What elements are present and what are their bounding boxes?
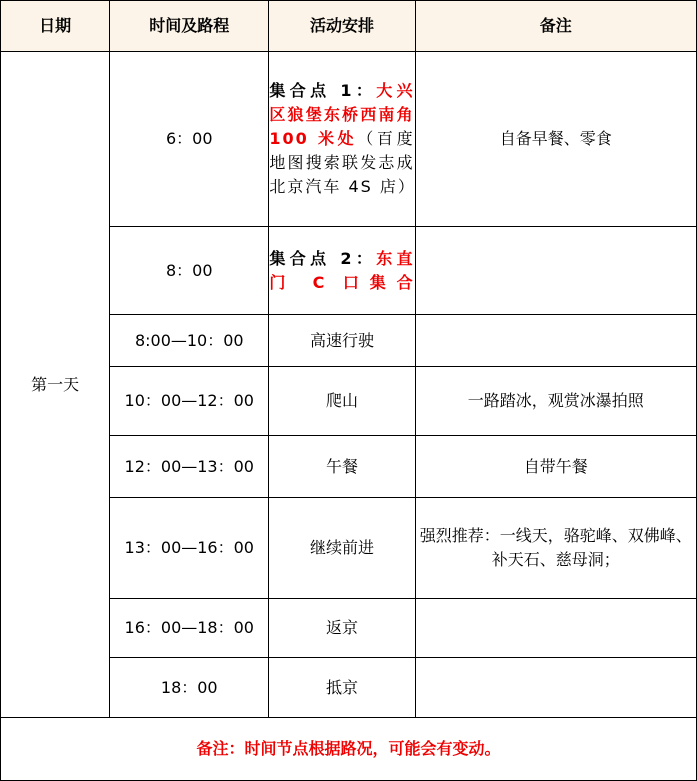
activity-cell	[269, 227, 415, 315]
footer-note: 备注：时间节点根据路况，可能会有变动。	[1, 718, 697, 781]
time-cell: 13：00—16：00	[110, 498, 269, 599]
header-date: 日期	[1, 1, 110, 52]
meeting-point-label: 集合点 2：	[269, 248, 377, 268]
activity-cell: 午餐	[269, 436, 415, 498]
meeting-point-label: 集合点 1：	[269, 81, 377, 100]
meeting-point-detail: （百度地图搜索联发志成北京汽车 4S 店）	[269, 129, 416, 196]
header-note: 备注	[415, 1, 696, 52]
time-cell: 8：00	[110, 227, 269, 315]
meeting-point-location: 大兴区狼堡东桥西南角 100 米处	[269, 81, 415, 148]
header-row	[1, 1, 697, 52]
note-cell: 自带午餐	[415, 436, 696, 498]
day-cell: 第一天	[1, 52, 110, 718]
meeting-point-location: 东直门 C 口集合	[269, 248, 415, 292]
footer-row	[1, 718, 697, 781]
note-cell	[415, 658, 696, 718]
activity-text	[269, 247, 414, 295]
note-cell: 强烈推荐：一线天，骆驼峰、双佛峰、补天石、慈母洞；	[415, 498, 696, 599]
activity-cell: 爬山	[269, 367, 415, 436]
note-cell	[415, 315, 696, 367]
time-cell: 16：00—18：00	[110, 599, 269, 658]
header-activity: 活动安排	[269, 1, 415, 52]
activity-text	[269, 79, 414, 199]
activity-cell	[269, 52, 415, 227]
header-time: 时间及路程	[110, 1, 269, 52]
time-cell: 12：00—13：00	[110, 436, 269, 498]
time-cell: 18：00	[110, 658, 269, 718]
activity-cell: 继续前进	[269, 498, 415, 599]
table-row	[1, 52, 697, 227]
activity-cell: 高速行驶	[269, 315, 415, 367]
note-cell: 自备早餐、零食	[415, 52, 696, 227]
activity-cell: 返京	[269, 599, 415, 658]
note-cell: 一路踏冰，观赏冰瀑拍照	[415, 367, 696, 436]
time-cell: 8:00—10：00	[110, 315, 269, 367]
note-cell	[415, 599, 696, 658]
note-cell	[415, 227, 696, 315]
time-cell: 10：00—12：00	[110, 367, 269, 436]
activity-cell: 抵京	[269, 658, 415, 718]
time-cell: 6：00	[110, 52, 269, 227]
